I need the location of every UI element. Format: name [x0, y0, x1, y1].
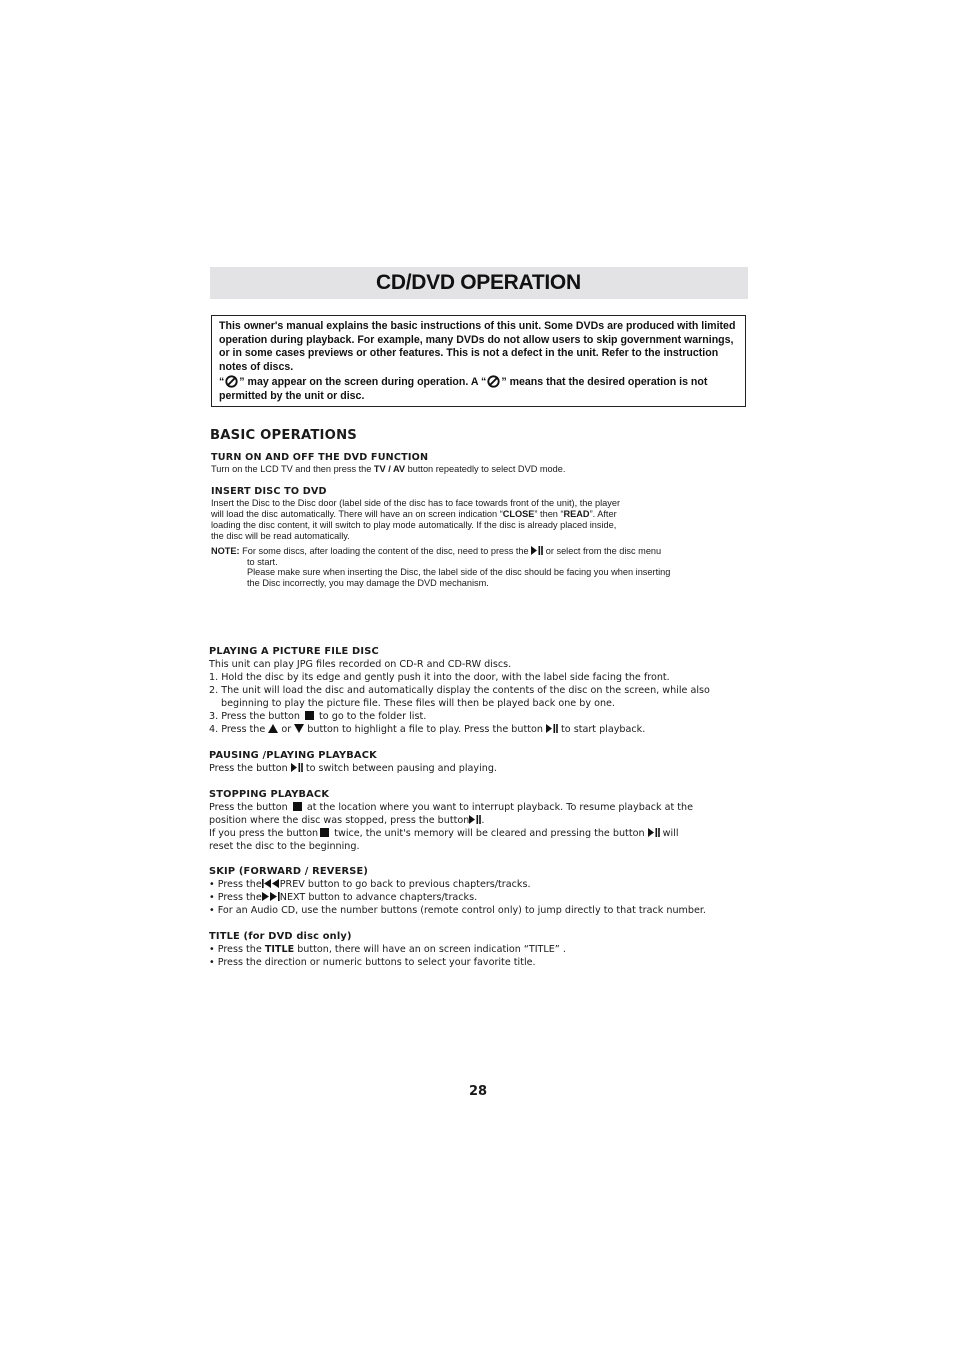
stopping-line-3: If you press the button twice, the unit's memory will be cleared and pressing the button will: [209, 828, 679, 839]
note-line-1: NOTE: For some discs, after loading the content of the disc, need to press the or select from the disc menu: [211, 545, 662, 556]
stopping-line-4: reset the disc to the beginning.: [209, 841, 360, 852]
notice-para-2: “ ” may appear on the screen during operation. A “ ” means that the desired operation is not permitted by the unit or disc.: [219, 375, 708, 402]
picture-step-4: 4. Press the or button to highlight a file to play. Press the button to start playback.: [209, 724, 646, 735]
play-pause-icon: [648, 828, 660, 837]
up-arrow-icon: [268, 724, 278, 733]
stop-icon: [305, 711, 314, 720]
title-heading: TITLE (for DVD disc only): [209, 931, 352, 942]
title-banner: [210, 267, 748, 299]
note-line-4: the Disc incorrectly, you may damage the DVD mechanism.: [247, 578, 489, 589]
notice-para-1: This owner's manual explains the basic instructions of this unit. Some DVDs are produced with limited operation during playback. For example, many DVDs do not allow users to skip government warnings, or in some cases previews or other features. This is not a defect in the unit. Refer to the instruction notes of discs.: [219, 320, 736, 374]
picture-intro: This unit can play JPG files recorded on CD-R and CD-RW discs.: [209, 659, 512, 670]
insert-section: [211, 485, 751, 589]
insert-line-3: loading the disc content, it will switch to play mode automatically. If the disc is already placed inside,: [211, 519, 617, 530]
picture-step-1: 1. Hold the disc by its edge and gently push it into the door, with the label side facing the front.: [209, 672, 670, 683]
note-label: NOTE:: [211, 545, 240, 556]
turn-on-section: [211, 451, 751, 475]
down-arrow-icon: [294, 724, 304, 733]
title-bullet-1: • Press the TITLE button, there will have an on screen indication “TITLE” .: [209, 944, 566, 955]
pausing-text: Press the button to switch between pausing and playing.: [209, 763, 497, 774]
prev-icon: [262, 879, 280, 888]
insert-line-1: Insert the Disc to the Disc door (label side of the disc has to face towards front of the unit), the player: [211, 498, 621, 508]
insert-line-4: the disc will be read automatically.: [211, 530, 350, 541]
picture-step-2a: 2. The unit will load the disc and automatically display the contents of the disc on the screen, while also: [209, 685, 710, 696]
play-pause-icon: [291, 763, 303, 772]
title-section: [209, 930, 749, 969]
no-entry-icon: [225, 375, 238, 388]
stopping-line-2: position where the disc was stopped, press the button .: [209, 815, 485, 826]
stopping-line-1: Press the button at the location where you want to interrupt playback. To resume playback at the: [209, 802, 694, 813]
picture-step-3: 3. Press the button to go to the folder list.: [209, 711, 427, 722]
next-icon: [262, 892, 280, 901]
skip-heading: SKIP (FORWARD / REVERSE): [209, 866, 369, 877]
basic-operations-heading: BASIC OPERATIONS: [210, 428, 357, 443]
no-entry-icon: [487, 375, 500, 388]
stop-icon: [320, 828, 329, 837]
notice-box: [211, 315, 746, 407]
note-line-3: Please make sure when inserting the Disc, the label side of the disc should be facing you when inserting: [247, 567, 671, 578]
skip-bullet-2: • Press the NEXT button to advance chapters/tracks.: [209, 892, 478, 903]
picture-section: [209, 645, 749, 736]
title-bullet-2: • Press the direction or numeric buttons to select your favorite title.: [209, 957, 536, 968]
turn-on-heading: TURN ON AND OFF THE DVD FUNCTION: [211, 452, 429, 463]
stopping-heading: STOPPING PLAYBACK: [209, 789, 330, 800]
turn-on-text: Turn on the LCD TV and then press the TV / AV button repeatedly to select DVD mode.: [211, 464, 566, 474]
play-pause-icon: [469, 815, 481, 824]
pausing-heading: PAUSING /PLAYING PLAYBACK: [209, 750, 377, 761]
insert-line-2: will load the disc automatically. There will have an on screen indication “CLOSE” then “READ”. After: [211, 508, 617, 519]
picture-heading: PLAYING A PICTURE FILE DISC: [209, 646, 379, 657]
skip-bullet-3: • For an Audio CD, use the number buttons (remote control only) to jump directly to that track number.: [209, 905, 706, 916]
picture-step-2b: beginning to play the picture file. These files will then be played back one by one.: [221, 698, 615, 709]
play-pause-icon: [531, 546, 543, 555]
stop-icon: [293, 802, 302, 811]
note-line-2: to start.: [247, 556, 278, 567]
stopping-section: [209, 788, 749, 853]
play-pause-icon: [546, 724, 558, 733]
skip-section: [209, 865, 749, 917]
page-title: CD/DVD OPERATION: [376, 271, 581, 294]
page-number: 28: [469, 1084, 488, 1099]
insert-heading: INSERT DISC TO DVD: [211, 486, 327, 497]
skip-bullet-1: • Press the PREV button to go back to previous chapters/tracks.: [209, 879, 531, 890]
pausing-section: [209, 749, 749, 775]
